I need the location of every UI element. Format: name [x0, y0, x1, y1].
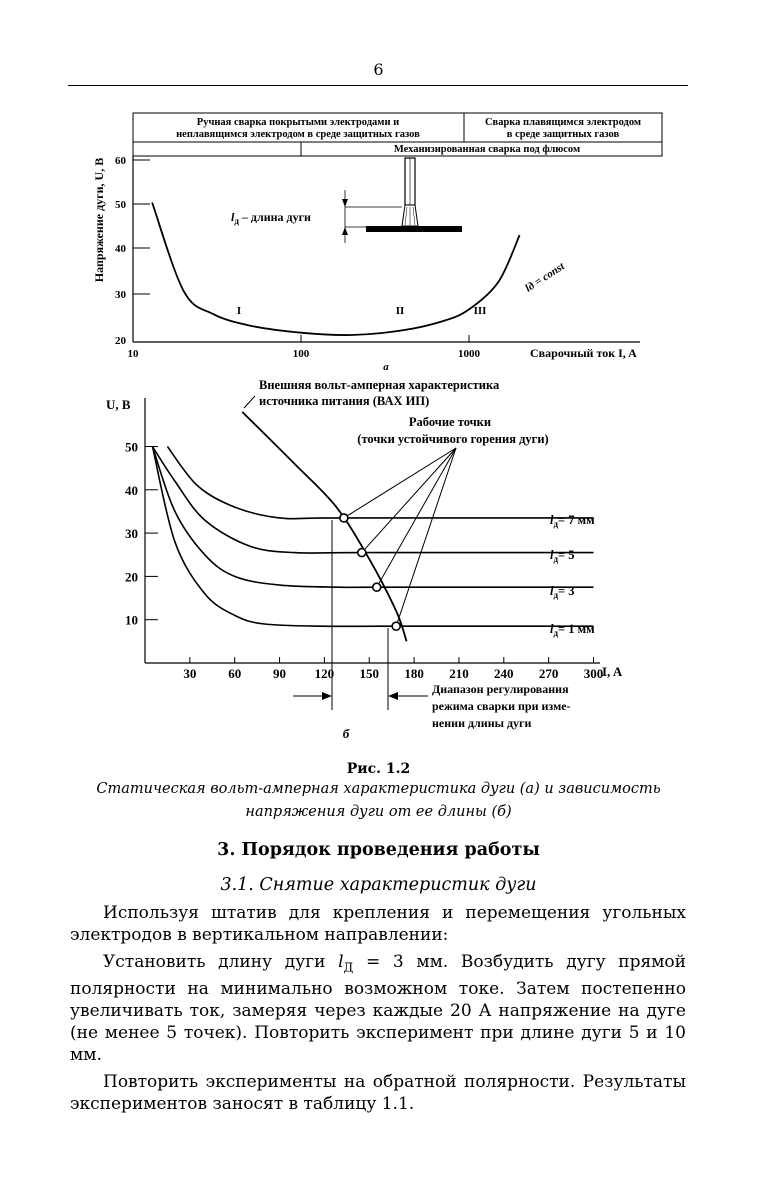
figure-b-range-line2: режима сварки при изме- — [432, 699, 571, 713]
figure-a-ytick-60: 60 — [115, 155, 126, 167]
figure-b-sublabel: б — [342, 726, 350, 741]
figure-a-region-3: III — [473, 305, 487, 317]
figure-b-work-point-3 — [373, 583, 381, 591]
figure-b-ytick-10: 10 — [125, 612, 138, 628]
figure-a-header-col1-line2: неплавящимся электродом в среде защитных газов — [176, 129, 420, 140]
figure-a-y-label: Напряжение дуги, U, В — [92, 157, 106, 283]
figure-b-work-points-line2: (точки устойчивого горения дуги) — [357, 432, 549, 446]
figure-b-curve-1 — [153, 447, 594, 627]
figure-a-header-col2-line2: в среде защитных газов — [506, 129, 620, 140]
arc-length-symbol: l — [338, 952, 344, 972]
figure-b-curve-label-1: $l_д= 1$ мм — [550, 622, 595, 638]
figure-b — [106, 378, 623, 741]
figure-a-ytick-20: 20 — [115, 335, 126, 347]
figure-b-xtick-300: 300 — [583, 666, 604, 681]
figure-b-work-point-4 — [392, 622, 400, 630]
figure-b-curve-label-7: $l_д= 7$ мм — [550, 513, 595, 529]
figure-b-ytick-50: 50 — [125, 439, 138, 455]
page-number: 6 — [373, 60, 384, 79]
figure-a-arc-length-label: $l_д$ – длина дуги — [231, 210, 311, 226]
figure-b-pointer-2 — [362, 448, 456, 553]
figure-b-xtick-240: 240 — [494, 666, 514, 681]
figure-b-ytick-30: 30 — [125, 526, 138, 542]
figure-b-work-points — [340, 514, 400, 630]
figure-b-xtick-60: 60 — [228, 666, 242, 681]
paragraph-2-part-b: = 3 мм. Возбудить дугу прямой полярности на минимально возможном токе. Затем постепенно увеличивать ток, замеряя через каждые 20 А напряжение на дуге (не менее 5 точек). Повторить эксперимент при длине дуги 5 и 10 мм. — [70, 952, 686, 1066]
figure-b-x-label: I, A — [602, 664, 623, 679]
figure-b-work-point-2 — [358, 549, 366, 557]
figure-b-work-point-pointers — [344, 448, 456, 626]
figure-b-curve-4 — [167, 447, 593, 519]
figure-b-y-ticks — [125, 440, 158, 628]
figure-b-ytick-20: 20 — [125, 569, 138, 585]
figure-b-ytick-40: 40 — [125, 482, 138, 498]
figure-caption-line1: Статическая вольт-амперная характеристика дуги (а) и зависимость — [96, 781, 661, 797]
paragraph-2 — [70, 951, 686, 1066]
figure-b-xtick-90: 90 — [273, 666, 287, 681]
figure-a-ytick-40: 40 — [115, 243, 126, 255]
figure-b-xtick-270: 270 — [538, 666, 559, 681]
figure-a-header-row2: Механизированная сварка под флюсом — [393, 144, 581, 155]
arc-length-subscript: Д — [343, 960, 354, 975]
figure-a-region-1: I — [236, 305, 242, 317]
figure-b-xtick-30: 30 — [183, 666, 197, 681]
figure-a-header-col2-line1: Сварка плавящимся электродом — [484, 117, 642, 128]
figure-a-ytick-30: 30 — [115, 289, 126, 301]
paragraph-2-part-a: Установить длину дуги — [103, 952, 339, 972]
figure-b-xtick-150: 150 — [359, 666, 379, 681]
figure-caption-line2: напряжения дуги от ее длины (б) — [245, 804, 512, 820]
paragraph-3: Повторить эксперименты на обратной полярности. Результаты экспериментов заносят в таблицу 1.1. — [70, 1072, 686, 1115]
figure-a — [92, 113, 662, 373]
figure-a-region-2: II — [395, 305, 405, 317]
figure-b-vax-label-line1: Внешняя вольт-амперная характеристика — [259, 378, 500, 392]
figure-a-header-col1-line1: Ручная сварка покрытыми электродами и — [196, 117, 400, 128]
subsection-title: 3.1. Снятие характеристик дуги — [220, 875, 537, 895]
figure-a-xtick-10: 10 — [127, 348, 139, 360]
figure-b-range-line3: нении длины дуги — [432, 716, 532, 730]
figure-b-curve-label-3: $l_д= 3$ — [550, 584, 575, 600]
figure-b-vax-label-line2: источника питания (ВАХ ИП) — [259, 394, 430, 408]
figure-b-pointer-1 — [344, 448, 456, 518]
figure-caption-title: Рис. 1.2 — [346, 761, 411, 777]
figure-b-vax-curve — [242, 412, 406, 642]
figure-b-y-label: U, В — [106, 397, 131, 412]
figure-a-curve-label: lд = const — [523, 260, 567, 295]
figure-a-xtick-1000: 1000 — [458, 348, 480, 360]
figure-b-xtick-180: 180 — [404, 666, 424, 681]
figure-a-xtick-100: 100 — [292, 348, 310, 360]
figure-b-vax-leader — [244, 396, 255, 408]
figure-a-ytick-50: 50 — [115, 199, 126, 211]
figure-b-work-point-1 — [340, 514, 348, 522]
figure-a-x-label: Сварочный ток I, A — [530, 346, 637, 360]
figure-a-sublabel: а — [383, 361, 389, 373]
section-title: 3. Порядок проведения работы — [217, 840, 540, 860]
figure-b-range-line1: Диапазон регулирования — [432, 682, 569, 696]
figure-b-work-points-line1: Рабочие точки — [408, 415, 492, 429]
body-text — [70, 902, 686, 1115]
figure-b-xtick-210: 210 — [449, 666, 469, 681]
paragraph-1: Используя штатив для крепления и перемещения угольных электродов в вертикальном направлении: — [70, 903, 686, 945]
figure-a-curve-const — [152, 203, 519, 336]
figure-b-curve-label-5: $l_д= 5$ — [550, 548, 575, 564]
figure-b-xtick-120: 120 — [314, 666, 335, 681]
figure-b-x-ticks — [183, 657, 603, 681]
figure-a-electrode-inset — [342, 158, 462, 243]
